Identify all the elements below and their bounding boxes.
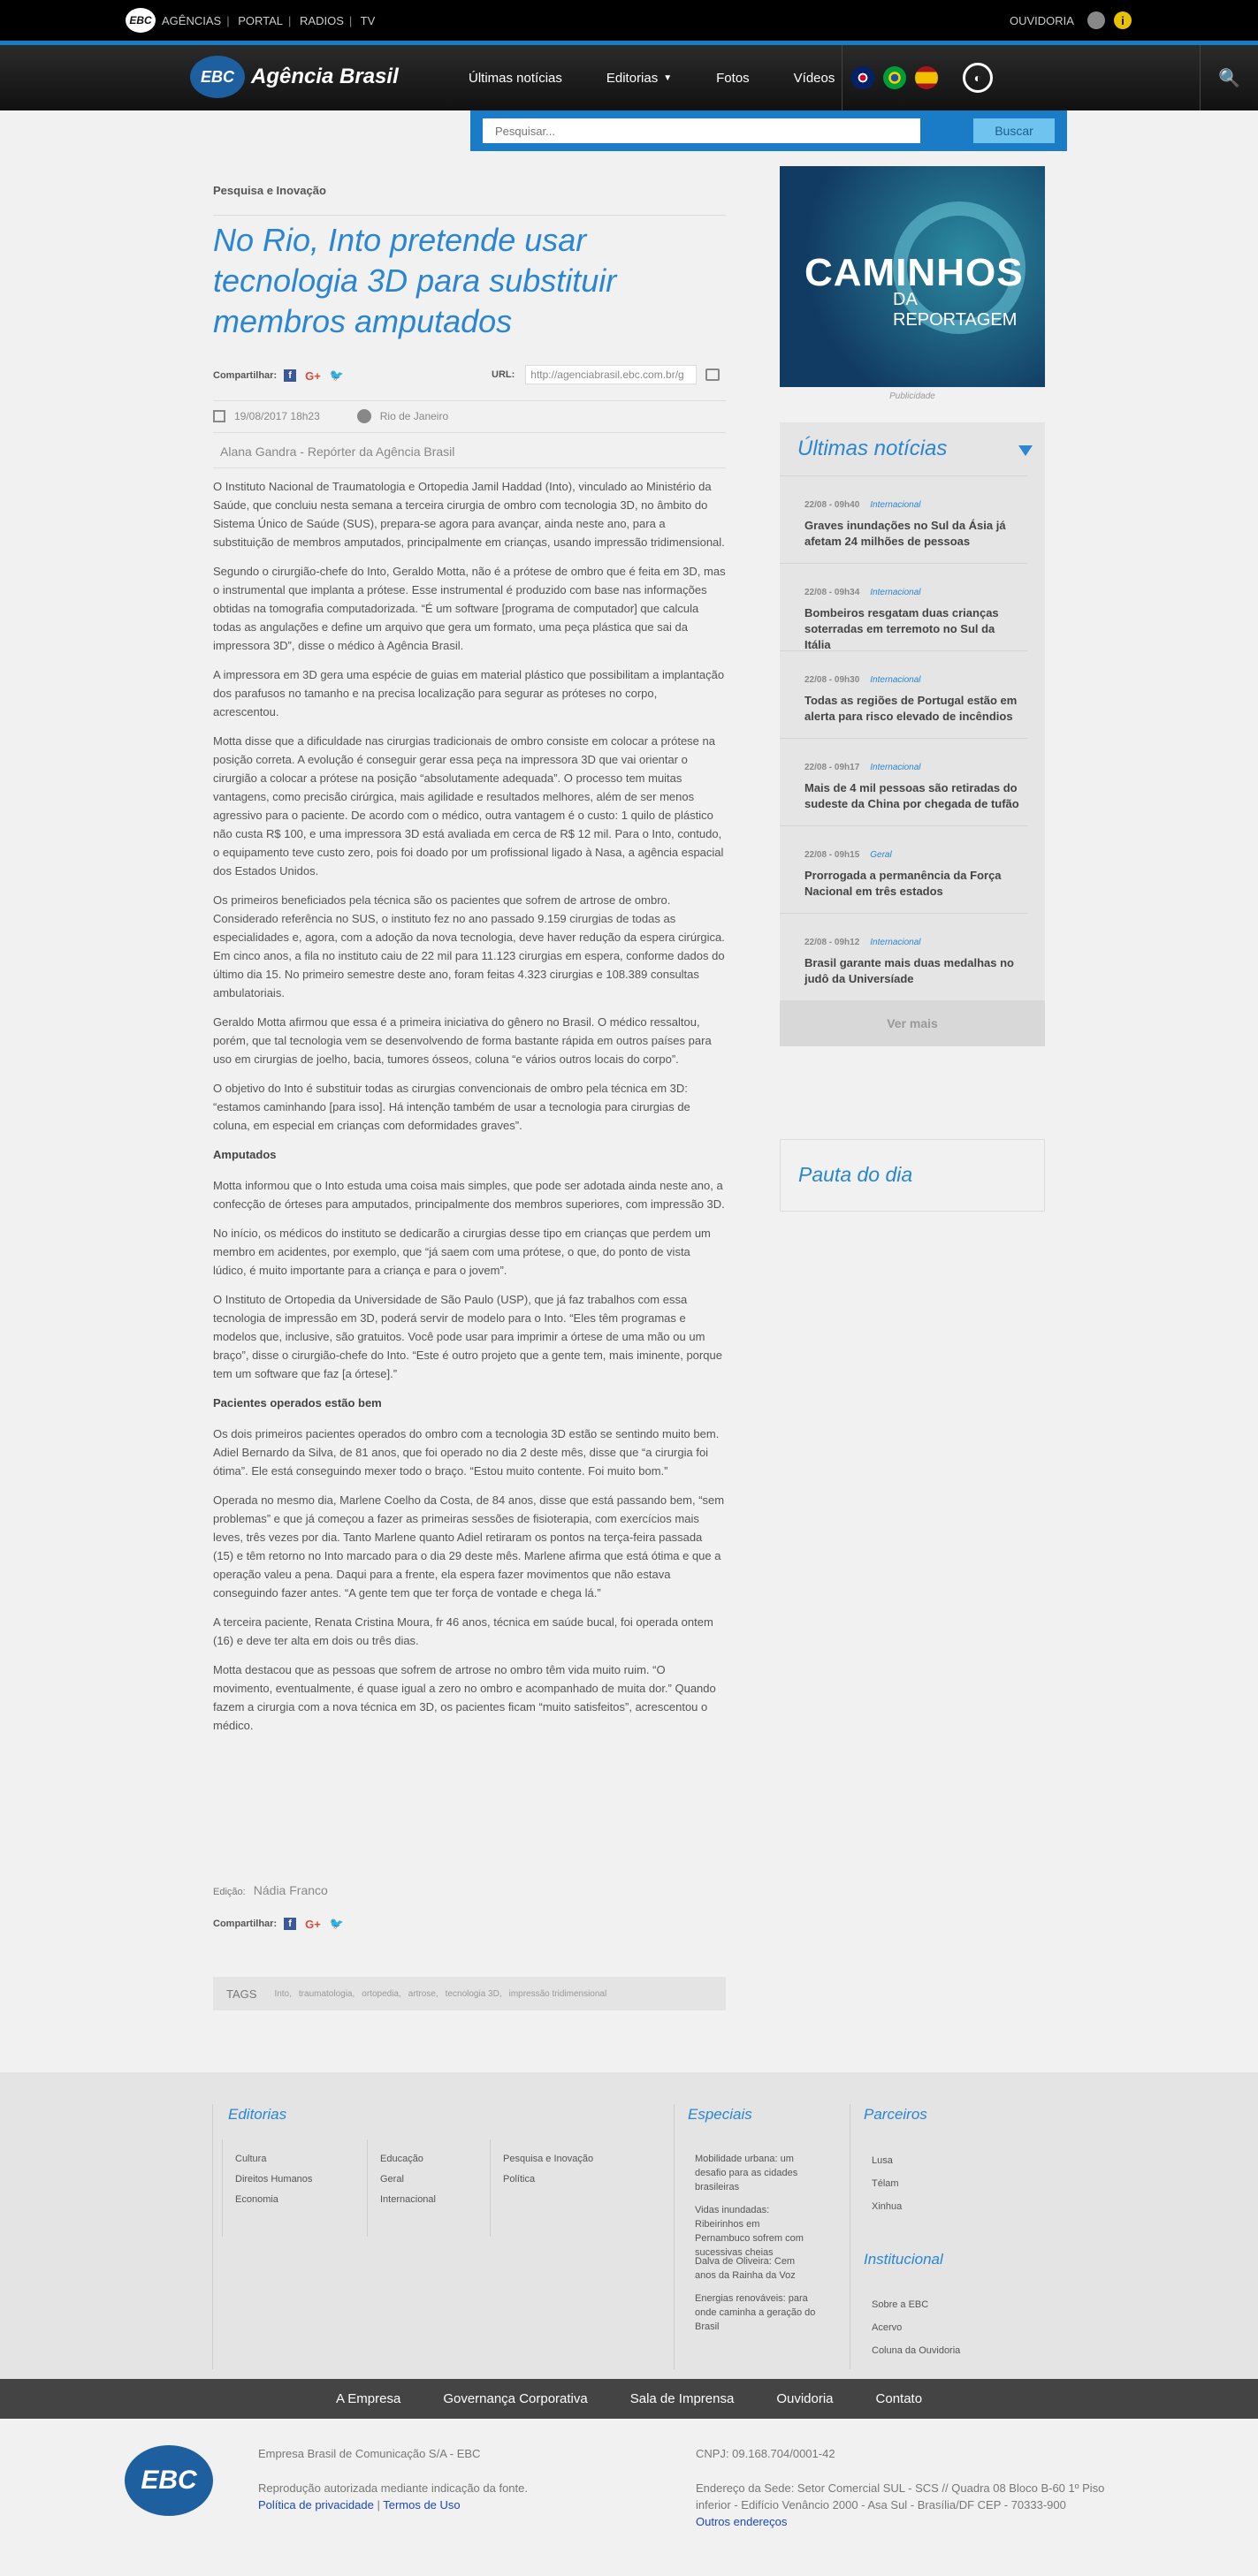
- subheading-pacientes: Pacientes operados estão bem: [213, 1396, 382, 1410]
- ad-subtitle: DA REPORTAGEM: [893, 290, 1018, 330]
- article-body: [213, 477, 726, 1745]
- news-title[interactable]: Todas as regiões de Portugal estão em alerta para risco elevado de incêndios: [804, 694, 1018, 723]
- institutional-link-bar: [0, 2379, 1258, 2419]
- edicao: [213, 1883, 328, 1897]
- footer-link[interactable]: Vidas inundadas: Ribeirinhos em Pernambuco sofrem com sucessivas cheias: [695, 2205, 804, 2258]
- news-title[interactable]: Graves inundações no Sul da Ásia já afetam 24 milhões de pessoas: [804, 519, 1006, 548]
- news-time: 22/08 - 09h40: [804, 500, 860, 510]
- latest-news-title[interactable]: Últimas notícias: [797, 437, 948, 460]
- article-location: Rio de Janeiro: [379, 410, 449, 422]
- divider: [367, 2139, 368, 2237]
- address: Endereço da Sede: Setor Comercial SUL - SCS // Quadra 08 Bloco B-60 1º Piso inferior - Edifício Venâncio 2000 - Asa Sul - Brasília/DF CEP - 70333-900: [696, 2481, 1105, 2511]
- filter-icon[interactable]: [1018, 445, 1033, 456]
- site-footer: [0, 2072, 1258, 2379]
- footer-link[interactable]: Sobre a EBC: [872, 2299, 929, 2310]
- link-agencias[interactable]: AGÊNCIAS: [162, 14, 222, 27]
- news-item[interactable]: [780, 650, 1027, 738]
- paragraph: Segundo o cirurgião-chefe do Into, Geraldo Motta, não é a prótese de ombro que é feita em 3D, mas o instrumental que implanta a prótese. Esse instrumental é produzido com base nas informações obtidas na tomografia computadorizada. “É um software [programa de computador] que calcula todas as angulações e define um arquivo que gera um formato, uma peça plástica que sai da impressora 3D”, disse o médico à Agência Brasil.: [213, 565, 726, 652]
- news-title[interactable]: Bombeiros resgatam duas crianças soterradas em terremoto no Sul da Itália: [804, 606, 999, 651]
- search-button[interactable]: Buscar: [973, 118, 1055, 143]
- legal-links: [258, 2496, 461, 2513]
- footer-link[interactable]: Educação: [380, 2154, 423, 2164]
- footer-link[interactable]: Internacional: [380, 2194, 436, 2205]
- ebc-footer-logo[interactable]: EBC: [125, 2445, 213, 2516]
- news-time: 22/08 - 09h17: [804, 763, 860, 772]
- share-bar-bottom: [213, 1917, 344, 1931]
- ouvidoria-link[interactable]: OUVIDORIA: [1010, 14, 1074, 27]
- link-radios[interactable]: RADIOS: [300, 14, 344, 27]
- paragraph: No início, os médicos do instituto se dedicarão a cirurgias desse tipo em crianças que perdem um membro em acidentes, por exemplo, que “já saem com uma prótese, o que, do ponto de vista lúdico, é muito importante para a criança e para o jovem”.: [213, 1227, 711, 1277]
- nav-fotos[interactable]: Fotos: [716, 70, 750, 86]
- twitter-icon[interactable]: 🐦: [329, 369, 345, 382]
- pauta-do-dia-box: [780, 1139, 1045, 1212]
- divider: [213, 400, 726, 401]
- legal-footer: [0, 2419, 1258, 2576]
- editorias-title: Editorias: [228, 2106, 287, 2123]
- divider: [213, 215, 726, 216]
- company-name: Empresa Brasil de Comunicação S/A - EBC: [258, 2447, 481, 2460]
- link-contato[interactable]: Contato: [875, 2391, 923, 2406]
- nav-right-tools: [842, 45, 1068, 110]
- news-category[interactable]: Geral: [870, 850, 892, 860]
- nav-editorias[interactable]: Editorias ▼: [606, 70, 673, 86]
- article-author: Alana Gandra - Repórter da Agência Brasil: [220, 445, 455, 459]
- share-label: Compartilhar:: [213, 1919, 278, 1929]
- nav-menu: [469, 45, 879, 110]
- paragraph: Operada no mesmo dia, Marlene Coelho da Costa, de 84 anos, disse que está passando bem, “sem problemas” e que já começou a fazer as primeiras sessões de fisioterapia, com exercícios mais leves, três vezes por dia. Tanto Marlene quanto Adiel retiraram os pontos na terça-feira passada (15) e têm retorno no Into marcado para o dia 29 deste mês. Marlene afirma que está ótima e que a operação valeu a pena. Daqui para a frente, ela espera fazer movimentos que não estava conseguindo fazer antes. “A gente tem que ter força de vontade e chega lá.”: [213, 1493, 725, 1600]
- paragraph: Geraldo Motta afirmou que essa é a primeira iniciativa do gênero no Brasil. O médico ressaltou, porém, que tal tecnologia vem se desenvolvendo de forma bastante rápida em outros países para uso em cirurgias de joelho, bacia, tumores ósseos, coluna “e vários outros locais do corpo”.: [213, 1015, 712, 1066]
- footer-link[interactable]: Télam: [872, 2178, 899, 2189]
- divider: [674, 2104, 675, 2369]
- paragraph: A terceira paciente, Renata Cristina Moura, fr 46 anos, técnica em saúde bucal, foi operada ontem (16) e deve ter alta em dois ou três dias.: [213, 1615, 713, 1647]
- footer-link[interactable]: Geral: [380, 2174, 404, 2185]
- twitter-icon[interactable]: 🐦: [329, 1917, 345, 1930]
- news-time: 22/08 - 09h12: [804, 938, 860, 947]
- main-navbar: [0, 45, 1258, 110]
- news-item[interactable]: [780, 825, 1027, 913]
- chevron-down-icon: ▼: [663, 72, 673, 83]
- article-meta: [213, 409, 448, 423]
- article-category[interactable]: Pesquisa e Inovação: [213, 184, 326, 197]
- cnpj: CNPJ: 09.168.704/0001-42: [696, 2447, 835, 2460]
- institucional-title: Institucional: [864, 2251, 943, 2268]
- news-time: 22/08 - 09h34: [804, 588, 860, 597]
- footer-link[interactable]: Energias renováveis: para onde caminha a geração do Brasil: [695, 2293, 816, 2332]
- link-portal[interactable]: PORTAL: [238, 14, 284, 27]
- other-addresses-link[interactable]: Outros endereços: [696, 2515, 788, 2528]
- article-date: 19/08/2017 18h23: [234, 410, 320, 422]
- news-category[interactable]: Internacional: [870, 938, 921, 947]
- news-category[interactable]: Internacional: [870, 588, 921, 597]
- paragraph: Motta informou que o Into estuda uma coisa mais simples, que pode ser adotada ainda neste ano, a confecção de órteses para amputados, principalmente dos membros superiores, com impressão 3D.: [213, 1179, 725, 1211]
- ebc-logo[interactable]: EBC: [126, 8, 156, 33]
- url-row: [492, 365, 720, 384]
- news-category[interactable]: Internacional: [870, 763, 921, 772]
- rss-icon[interactable]: [1087, 11, 1105, 29]
- footer-link[interactable]: Mobilidade urbana: um desafio para as cidades brasileiras: [695, 2154, 798, 2192]
- nav-ultimas-noticias[interactable]: Últimas notícias: [469, 70, 562, 86]
- news-category[interactable]: Internacional: [870, 675, 921, 685]
- facebook-icon[interactable]: f: [284, 369, 296, 382]
- latest-news-box: [780, 422, 1045, 1046]
- latest-news-header: [780, 422, 1045, 475]
- divider: [490, 2139, 491, 2237]
- footer-link[interactable]: Acervo: [872, 2322, 903, 2333]
- news-time: 22/08 - 09h15: [804, 850, 860, 860]
- info-icon[interactable]: i: [1114, 11, 1132, 29]
- globe-icon: [357, 409, 371, 423]
- tag-link[interactable]: ortopedia,: [362, 1988, 401, 1999]
- footer-link[interactable]: Cultura: [235, 2154, 267, 2164]
- news-category[interactable]: Internacional: [870, 500, 921, 510]
- tag-link[interactable]: artrose,: [408, 1988, 438, 1999]
- divider: [213, 467, 726, 468]
- ad-caption: Publicidade: [889, 391, 935, 401]
- share-bar-top: [213, 369, 344, 383]
- edicao-label: Edição:: [213, 1887, 246, 1897]
- terms-link[interactable]: Termos de Uso: [383, 2498, 461, 2511]
- tag-link[interactable]: tecnologia 3D,: [445, 1988, 502, 1999]
- pauta-title[interactable]: Pauta do dia: [798, 1163, 913, 1186]
- news-time: 22/08 - 09h30: [804, 675, 860, 685]
- link-tv[interactable]: TV: [360, 14, 376, 27]
- paragraph: Motta disse que a dificuldade nas cirurgias tradicionais de ombro consiste em colocar a prótese na posição correta. A evolução é conseguir gerar essa peça na impressora 3D que vai orientar o cirurgião a colocar a prótese na posição “absolutamente adequada”. O processo tem muitas vantagens, como precisão cirúrgica, mais agilidade e resultados melhores, além de ser menos agressivo para o paciente. De acordo com o médico, outra vantagem é o custo: 1 quilo de plástico não custa R$ 100, e uma impressora 3D está avaliada em cerca de R$ 12 mil. Para o Into, contudo, o equipamento teve custo zero, pois foi doado por um profissional ligado à Nasa, a agência espacial dos Estados Unidos.: [213, 734, 724, 878]
- especiais-title: Especiais: [688, 2106, 752, 2123]
- ver-mais-button[interactable]: Ver mais: [780, 1000, 1045, 1046]
- divider: [212, 2104, 213, 2369]
- uk-flag-icon[interactable]: [851, 66, 874, 89]
- divider: [222, 2139, 223, 2237]
- footer-link[interactable]: Direitos Humanos: [235, 2174, 313, 2185]
- subheading-amputados: Amputados: [213, 1148, 277, 1161]
- article-headline: No Rio, Into pretende usar tecnologia 3D para substituir membros amputados: [213, 222, 617, 339]
- footer-link[interactable]: Pesquisa e Inovação: [503, 2154, 594, 2164]
- ad-banner[interactable]: [780, 166, 1045, 387]
- spain-flag-icon[interactable]: [915, 66, 938, 89]
- calendar-icon: [213, 410, 225, 422]
- ebc-top-bar: [0, 0, 1258, 41]
- separator: |: [377, 2498, 380, 2511]
- news-title[interactable]: Brasil garante mais duas medalhas no judô da Universíade: [804, 956, 1014, 985]
- paragraph: Os primeiros beneficiados pela técnica são os pacientes que sofrem de artrose de ombro. Considerado referência no SUS, o instituto fez no ano passado 9.159 cirurgias de todas as especialidades e, agora, com a adoção da nova tecnologia, deve haver redução da espera cirúrgica. Em cinco anos, a fila no instituto caiu de 22 mil para 11.123 cirurgias em espera, conforme dados do último dia 15. No primeiro semestre deste ano, foram feitas 4.323 cirurgias e 108.389 consultas ambulatoriais.: [213, 893, 725, 999]
- url-field[interactable]: [525, 365, 697, 384]
- paragraph: Motta destacou que as pessoas que sofrem de artrose no ombro têm vida muito ruim. “O movimento, eventualmente, é quase igual a zero no ombro e acompanhado de muita dor.” Quando fazem a cirurgia com a nova técnica em 3D, os pacientes ficam “muito satisfeitos”, acrescentou o médico.: [213, 1663, 716, 1732]
- paragraph: Os dois primeiros pacientes operados do ombro com a tecnologia 3D estão se sentindo muito bem. Adiel Bernardo da Silva, de 81 anos, que foi operado no dia 2 deste mês, disse que “a cirurgia foi ótima”. Ele está conseguindo mexer todo o braço. “Estou muito contente. Foi muito bom.”: [213, 1427, 720, 1478]
- print-icon[interactable]: [705, 369, 720, 381]
- googleplus-icon[interactable]: G+: [305, 1917, 321, 1931]
- search-toggle-icon[interactable]: 🔍: [1200, 45, 1258, 110]
- content-area: [0, 110, 1258, 2072]
- tag-link[interactable]: impressão tridimensional: [508, 1988, 607, 1999]
- edicao-name: Nádia Franco: [253, 1883, 328, 1897]
- googleplus-icon[interactable]: G+: [305, 369, 321, 383]
- news-item[interactable]: [780, 913, 1027, 1000]
- paragraph: O Instituto de Ortopedia da Universidade de São Paulo (USP), que já faz trabalhos com essa tecnologia de impressão em 3D, poderá servir de modelo para o Into. “Eles têm programas e modelos que, inclusive, são gratuitos. Você pode usar para imprimir a órtese de uma mão ou um braço”, disse o cirurgião-chefe do Into. “Este é outro projeto que a gente tem, mais iminente, porque tem um software que faz [a órtese].”: [213, 1293, 722, 1380]
- footer-link[interactable]: Economia: [235, 2194, 278, 2205]
- news-item[interactable]: [780, 563, 1027, 650]
- link-a-empresa[interactable]: A Empresa: [335, 2391, 401, 2406]
- news-title[interactable]: Prorrogada a permanência da Força Nacional em três estados: [804, 869, 1002, 898]
- news-item[interactable]: [780, 738, 1027, 825]
- footer-link[interactable]: Xinhua: [872, 2201, 903, 2212]
- link-ouvidoria[interactable]: Ouvidoria: [776, 2391, 834, 2406]
- ad-title: CAMINHOS: [804, 251, 1024, 294]
- tags-bar: [213, 1977, 726, 2010]
- news-item[interactable]: [780, 475, 1027, 563]
- parceiros-title: Parceiros: [864, 2106, 927, 2123]
- paragraph: A impressora em 3D gera uma espécie de guias em material plástico que possibilitam a implantação dos parafusos no tamanho e na precisa localização para segurar as próteses no corpo, acrescentou.: [213, 668, 725, 718]
- tag-link[interactable]: traumatologia,: [298, 1988, 355, 1999]
- share-label: Compartilhar:: [213, 370, 278, 381]
- agencia-brasil-logo-icon[interactable]: EBC: [190, 56, 245, 98]
- link-sala-imprensa[interactable]: Sala de Imprensa: [629, 2391, 735, 2406]
- privacy-link[interactable]: Política de privacidade: [258, 2498, 374, 2511]
- news-title[interactable]: Mais de 4 mil pessoas são retiradas do sudeste da China por chegada de tufão: [804, 781, 1019, 810]
- brazil-flag-icon[interactable]: [883, 66, 906, 89]
- tag-link[interactable]: Into,: [274, 1988, 292, 1999]
- brand-name[interactable]: Agência Brasil: [251, 65, 399, 88]
- link-governanca[interactable]: Governança Corporativa: [443, 2391, 588, 2406]
- tags-label: TAGS: [226, 1987, 257, 2001]
- paragraph: O objetivo do Into é substituir todas as cirurgias convencionais de ombro pela técnica em 3D: “estamos caminhando [para isso]. Há intenção também de usar a tecnologia para cirurgias de coluna, em especial em crianças com deformidades graves”.: [213, 1082, 690, 1132]
- paragraph: O Instituto Nacional de Traumatologia e Ortopedia Jamil Haddad (Into), vinculado ao Ministério da Saúde, que concluiu nesta semana a terceira cirurgia de ombro com tecnologia 3D, no âmbito do Sistema Único de Saúde (SUS), prepara-se agora para avançar, ainda neste ano, para a substituição de membros amputados, principalmente em crianças, usando impressão tridimensional.: [213, 480, 725, 549]
- accessibility-icon[interactable]: ◐: [963, 63, 993, 93]
- divider: [213, 432, 726, 433]
- nav-videos[interactable]: Vídeos: [793, 70, 835, 86]
- url-label: URL:: [492, 369, 515, 380]
- footer-link[interactable]: Coluna da Ouvidoria: [872, 2345, 961, 2356]
- reproduction-note: Reprodução autorizada mediante indicação da fonte.: [258, 2481, 528, 2495]
- ebc-network-links: AGÊNCIAS | PORTAL | RADIOS | TV: [162, 14, 376, 27]
- footer-link[interactable]: Lusa: [872, 2155, 893, 2166]
- facebook-icon[interactable]: f: [284, 1918, 296, 1930]
- footer-link[interactable]: Dalva de Oliveira: Cem anos da Rainha da Voz: [695, 2256, 796, 2281]
- footer-link[interactable]: Política: [503, 2174, 536, 2185]
